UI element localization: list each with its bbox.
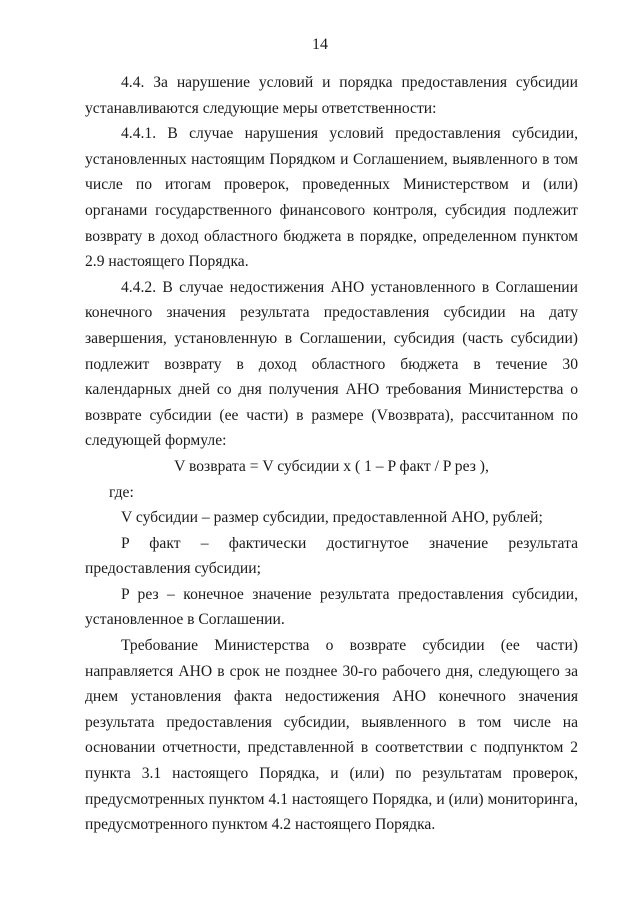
definition-p-res: P рез – конечное значение результата предоставления субсидии, установленное в Соглашении. (85, 585, 578, 629)
definition-p-fact: P факт – фактически достигнутое значение результата предоставления субсидии; (85, 534, 578, 578)
paragraph-4-4-2: 4.4.2. В случае недостижения АНО установленного в Соглашении конечного значения результата предоставления субсидии на дату завершения, установленную в Соглашении, субсидия (часть субсидии) подлежит возврату в доход областного бюджета в течение 30 календарных дней со дня получения АНО требования Министерства о возврате субсидии (ее части) в размере (Vвозврата), рассчитанном по следующей формуле: (85, 278, 578, 450)
formula-where-label: где: (109, 483, 134, 501)
document-body (85, 70, 578, 838)
paragraph-4-4: 4.4. За нарушение условий и порядка предоставления субсидии устанавливаются следующие меры ответственности: (85, 74, 578, 117)
paragraph-requirement: Требование Министерства о возврате субсидии (ее части) направляется АНО в срок не позднее 30-го рабочего дня, следующего за днем установления факта недостижения АНО конечного значения результата предоставления субсидии, выявленного в том числе на основании отчетности, представленной в соответствии с подпунктом 2 пункта 3.1 настоящего Порядка, и (или) по результатам проверок, предусмотренных пунктом 4.1 настоящего Порядка, и (или) мониторинга, предусмотренного пунктом 4.2 настоящего Порядка. (85, 637, 578, 834)
paragraph-4-4-1: 4.4.1. В случае нарушения условий предоставления субсидии, установленных настоящим Порядком и Соглашением, выявленного в том числе по итогам проверок, проведенных Министерством и (или) органами государственного финансового контроля, субсидия подлежит возврату в доход областного бюджета в порядке, определенном пунктом 2.9 настоящего Порядка. (85, 125, 578, 271)
refund-formula: V возврата = V субсидии x ( 1 – P факт / P рез ), (174, 457, 489, 475)
definition-v-subsidy: V субсидии – размер субсидии, предоставленной АНО, рублей; (121, 509, 543, 527)
page-number: 14 (312, 36, 328, 53)
